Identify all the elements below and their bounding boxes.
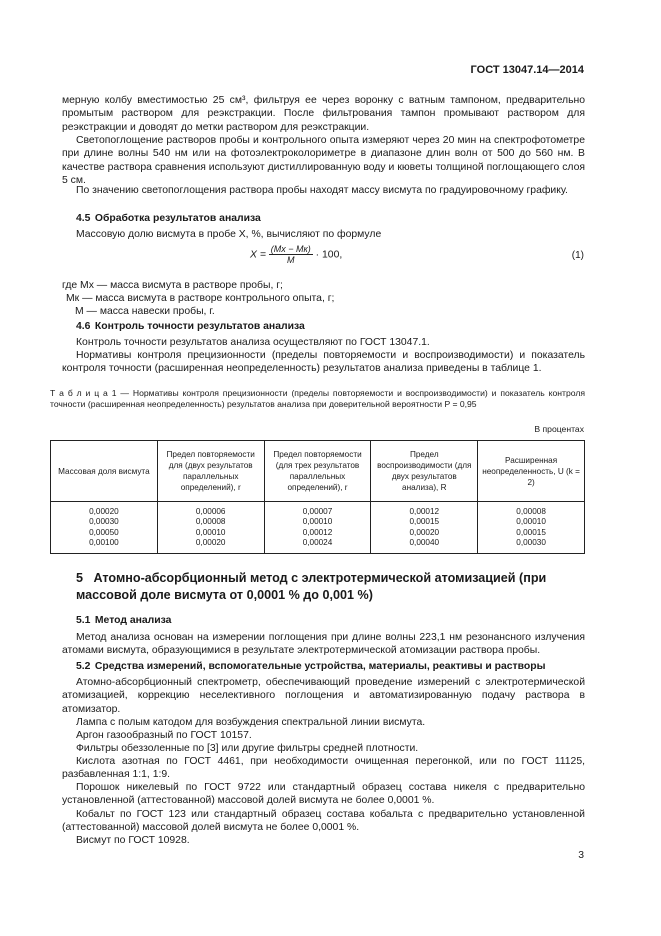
table-cell: 0,00015	[371, 517, 478, 527]
formula-right: · 100,	[315, 249, 343, 261]
table-row	[51, 538, 585, 553]
table-cell: 0,00012	[264, 528, 371, 538]
legend-line: Mк — масса висмута в растворе контрольного опыта, г;	[66, 293, 335, 304]
table-header-row	[51, 441, 585, 502]
section-heading	[76, 320, 305, 333]
section-number: 5.1	[76, 615, 91, 626]
column-header: Предел воспроизводимости (для двух результатов анализа), R	[371, 441, 478, 502]
paragraph: Массовую долю висмута в пробе X, %, вычисляют по формуле	[76, 229, 382, 240]
table-cell: 0,00015	[478, 528, 585, 538]
section-number: 4.6	[76, 321, 91, 332]
formula	[250, 244, 342, 265]
table-cell: 0,00040	[371, 538, 478, 553]
formula-numerator: (Mx − Mк)	[270, 244, 311, 254]
table-cell: 0,00010	[478, 517, 585, 527]
section-title: Метод анализа	[94, 615, 172, 626]
column-header: Предел повторяемости (для трех результатов параллельных определений), r	[264, 441, 371, 502]
table-cell: 0,00030	[51, 517, 158, 527]
chapter-number: 5	[76, 571, 84, 585]
chapter-heading	[76, 570, 586, 604]
table-cell: 0,00100	[51, 538, 158, 553]
paragraph: Висмут по ГОСТ 10928.	[76, 835, 190, 846]
table-cell: 0,00010	[157, 528, 264, 538]
table-cell: 0,00050	[51, 528, 158, 538]
section-heading	[76, 614, 171, 627]
table-cell: 0,00030	[478, 538, 585, 553]
table-cell: 0,00010	[264, 517, 371, 527]
table-cell: 0,00024	[264, 538, 371, 553]
table-cell: 0,00007	[264, 502, 371, 518]
table-cell: 0,00008	[157, 517, 264, 527]
table-cell: 0,00012	[371, 502, 478, 518]
section-number: 4.5	[76, 213, 91, 224]
precision-table	[50, 440, 585, 554]
paragraph: Контроль точности результатов анализа осуществляют по ГОСТ 13047.1.	[76, 337, 430, 348]
paragraph: Атомно-абсорбционный спектрометр, обеспечивающий проведение измерений с электротермической атомизацией, коррекцию неселективного поглощения и автоматизированную подачу раствора в атомизатор.	[62, 677, 585, 715]
section-title: Средства измерений, вспомогательные устройства, материалы, реактивы и растворы	[94, 661, 546, 672]
column-header: Расширенная неопределенность, U (k = 2)	[478, 441, 585, 502]
section-heading	[76, 660, 545, 673]
paragraph: Светопоглощение растворов пробы и контрольного опыта измеряют через 20 мин на спектрофотометре при длине волны 540 нм или на фотоэлектроколориметре в диапазоне длин волн от 500 до 560 нм. В качестве раствора сравнения используют дистиллированную воду и кюветы толщиной поглощающего слоя 5 см.	[62, 135, 585, 187]
formula-left: X =	[250, 249, 266, 261]
table-cell: 0,00006	[157, 502, 264, 518]
paragraph: Метод анализа основан на измерении поглощения при длине волны 223,1 нм резонансного излучения атомами висмута, образующимися в результате электротермической атомизации раствора пробы.	[62, 632, 585, 657]
paragraph: Порошок никелевый по ГОСТ 9722 или стандартный образец состава никеля с предварительно установленной (аттестованной) массовой долей висмута не более 0,0001 %.	[62, 782, 585, 807]
paragraph: Аргон газообразный по ГОСТ 10157.	[76, 730, 252, 741]
paragraph: Лампа с полым катодом для возбуждения спектральной линии висмута.	[76, 717, 426, 728]
section-title: Обработка результатов анализа	[94, 213, 261, 224]
legend-line: M — масса навески пробы, г.	[75, 306, 215, 317]
formula-denominator: M	[287, 255, 295, 265]
column-header: Предел повторяемости для (двух результатов параллельных определений), r	[157, 441, 264, 502]
page-number: 3	[578, 850, 584, 861]
table-cell: 0,00008	[478, 502, 585, 518]
formula-fraction	[269, 244, 313, 265]
paragraph: мерную колбу вместимостью 25 см³, фильтруя ее через воронку с ватным тампоном, предварительно промытым раствором для реэкстракции. После фильтрования тампон промывают раствором для реэкстракции и доводят до метки раствором для реэкстракции.	[62, 95, 585, 133]
paragraph: Нормативы контроля прецизионности (пределы повторяемости и воспроизводимости) и показатель контроля точности (расширенная неопределенность) результатов анализа приведены в таблице 1.	[62, 350, 585, 375]
paragraph: Фильтры обеззоленные по [3] или другие фильтры средней плотности.	[76, 743, 419, 754]
table-row	[51, 528, 585, 538]
column-header: Массовая доля висмута	[51, 441, 158, 502]
table-cell: 0,00020	[51, 502, 158, 518]
paragraph: Кобальт по ГОСТ 123 или стандартный образец состава кобальта с предварительно установленной (аттестованной) массовой долей висмута не более 0,0001 %.	[62, 809, 585, 834]
chapter-title: Атомно-абсорбционный метод с электротермической атомизацией (при массовой доле висмута от 0,0001 % до 0,001 %)	[76, 571, 547, 602]
legend-line: где Mx — масса висмута в растворе пробы, г;	[62, 280, 283, 291]
table-caption: Т а б л и ц а 1 — Нормативы контроля прецизионности (пределы повторяемости и воспроизводимости) и показатель контроля точности (расширенная неопределенность) результатов анализа при доверительной вероятности P = 0,95	[50, 388, 585, 409]
table-cell: 0,00020	[157, 538, 264, 553]
table-row	[51, 517, 585, 527]
document-code: ГОСТ 13047.14—2014	[470, 64, 584, 76]
table-unit: В процентах	[534, 424, 584, 434]
section-number: 5.2	[76, 661, 91, 672]
section-title: Контроль точности результатов анализа	[94, 321, 305, 332]
paragraph: По значению светопоглощения раствора пробы находят массу висмута по градуировочному графику.	[76, 185, 568, 196]
table-row	[51, 502, 585, 518]
table-cell: 0,00020	[371, 528, 478, 538]
paragraph: Кислота азотная по ГОСТ 4461, при необходимости очищенная перегонкой, или по ГОСТ 11125, разбавленная 1:1, 1:9.	[62, 756, 585, 781]
formula-number: (1)	[571, 250, 584, 261]
section-heading	[76, 212, 261, 225]
